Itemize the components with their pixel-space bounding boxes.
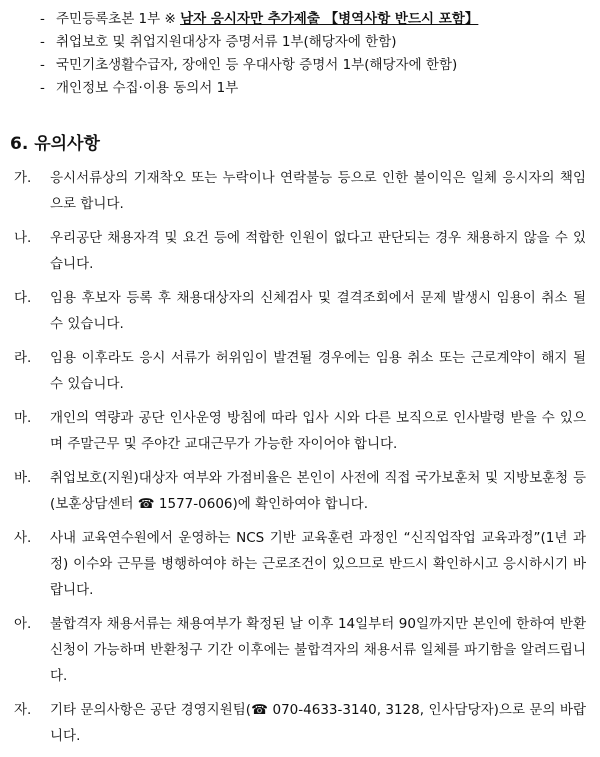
note-marker: 다. — [14, 290, 32, 306]
document-highlight: 남자 응시자만 추가제출 【병역사항 반드시 포함】 — [180, 11, 479, 27]
note-marker: 마. — [14, 410, 32, 426]
note-text: 응시서류상의 기재착오 또는 누락이나 연락불능 등으로 인한 불이익은 일체 응시자의 책임으로 합니다. — [50, 170, 586, 212]
required-documents-list — [40, 8, 588, 100]
note-marker: 자. — [14, 702, 32, 718]
note-item — [14, 465, 586, 517]
note-text: 우리공단 채용자격 및 요건 등에 적합한 인원이 없다고 판단되는 경우 채용하지 않을 수 있습니다. — [50, 230, 586, 272]
note-text: 임용 후보자 등록 후 채용대상자의 신체검사 및 결격조회에서 문제 발생시 임용이 취소 될 수 있습니다. — [50, 290, 586, 332]
document-item — [40, 31, 588, 54]
note-text: 임용 이후라도 응시 서류가 허위임이 발견될 경우에는 임용 취소 또는 근로계약이 해지 될 수 있습니다. — [50, 350, 586, 392]
note-item — [14, 285, 586, 337]
note-item — [14, 525, 586, 603]
note-marker: 바. — [14, 470, 32, 486]
note-marker: 사. — [14, 530, 32, 546]
note-item — [14, 611, 586, 689]
document-text: 국민기초생활수급자, 장애인 등 우대사항 증명서 1부(해당자에 한함) — [56, 57, 458, 73]
notes-list — [14, 165, 586, 757]
dash-marker: - — [40, 34, 45, 50]
note-item — [14, 697, 586, 749]
document-text: 개인정보 수집·이용 동의서 1부 — [56, 80, 239, 96]
note-text: 사내 교육연수원에서 운영하는 NCS 기반 교육훈련 과정인 “신직업작업 교육과정”(1년 과정) 이수와 근무를 병행하여야 하는 근로조건이 있으므로 반드시 확인하시고 응시하시기 바랍니다. — [50, 530, 586, 598]
note-text: 취업보호(지원)대상자 여부와 가점비율은 본인이 사전에 직접 국가보훈처 및 지방보훈청 등(보훈상담센터 ☎ 1577-0606)에 확인하여야 합니다. — [50, 470, 586, 512]
note-item — [14, 225, 586, 277]
note-marker: 라. — [14, 350, 32, 366]
document-item — [40, 8, 588, 31]
dash-marker: - — [40, 11, 45, 27]
document-text: 취업보호 및 취업지원대상자 증명서류 1부(해당자에 한함) — [56, 34, 397, 50]
note-marker: 아. — [14, 616, 32, 632]
note-text: 기타 문의사항은 공단 경영지원팀(☎ 070-4633-3140, 3128, 인사담당자)으로 문의 바랍니다. — [50, 702, 586, 744]
note-text: 불합격자 채용서류는 채용여부가 확정된 날 이후 14일부터 90일까지만 본인에 한하여 반환신청이 가능하며 반환청구 기간 이후에는 불합격자의 채용서류 일체를 파기함을 알려드립니다. — [50, 616, 586, 684]
document-item — [40, 54, 588, 77]
note-text: 개인의 역량과 공단 인사운영 방침에 따라 입사 시와 다른 보직으로 인사발령 받을 수 있으며 주말근무 및 주야간 교대근무가 가능한 자이어야 합니다. — [50, 410, 586, 452]
note-marker: 가. — [14, 170, 32, 186]
document-item — [40, 77, 588, 100]
note-item — [14, 345, 586, 397]
note-item — [14, 405, 586, 457]
dash-marker: - — [40, 57, 45, 73]
note-marker: 나. — [14, 230, 32, 246]
section-title: 6. 유의사항 — [10, 134, 100, 154]
note-item — [14, 165, 586, 217]
document-text: 주민등록초본 1부 ※ — [56, 11, 181, 27]
dash-marker: - — [40, 80, 45, 96]
